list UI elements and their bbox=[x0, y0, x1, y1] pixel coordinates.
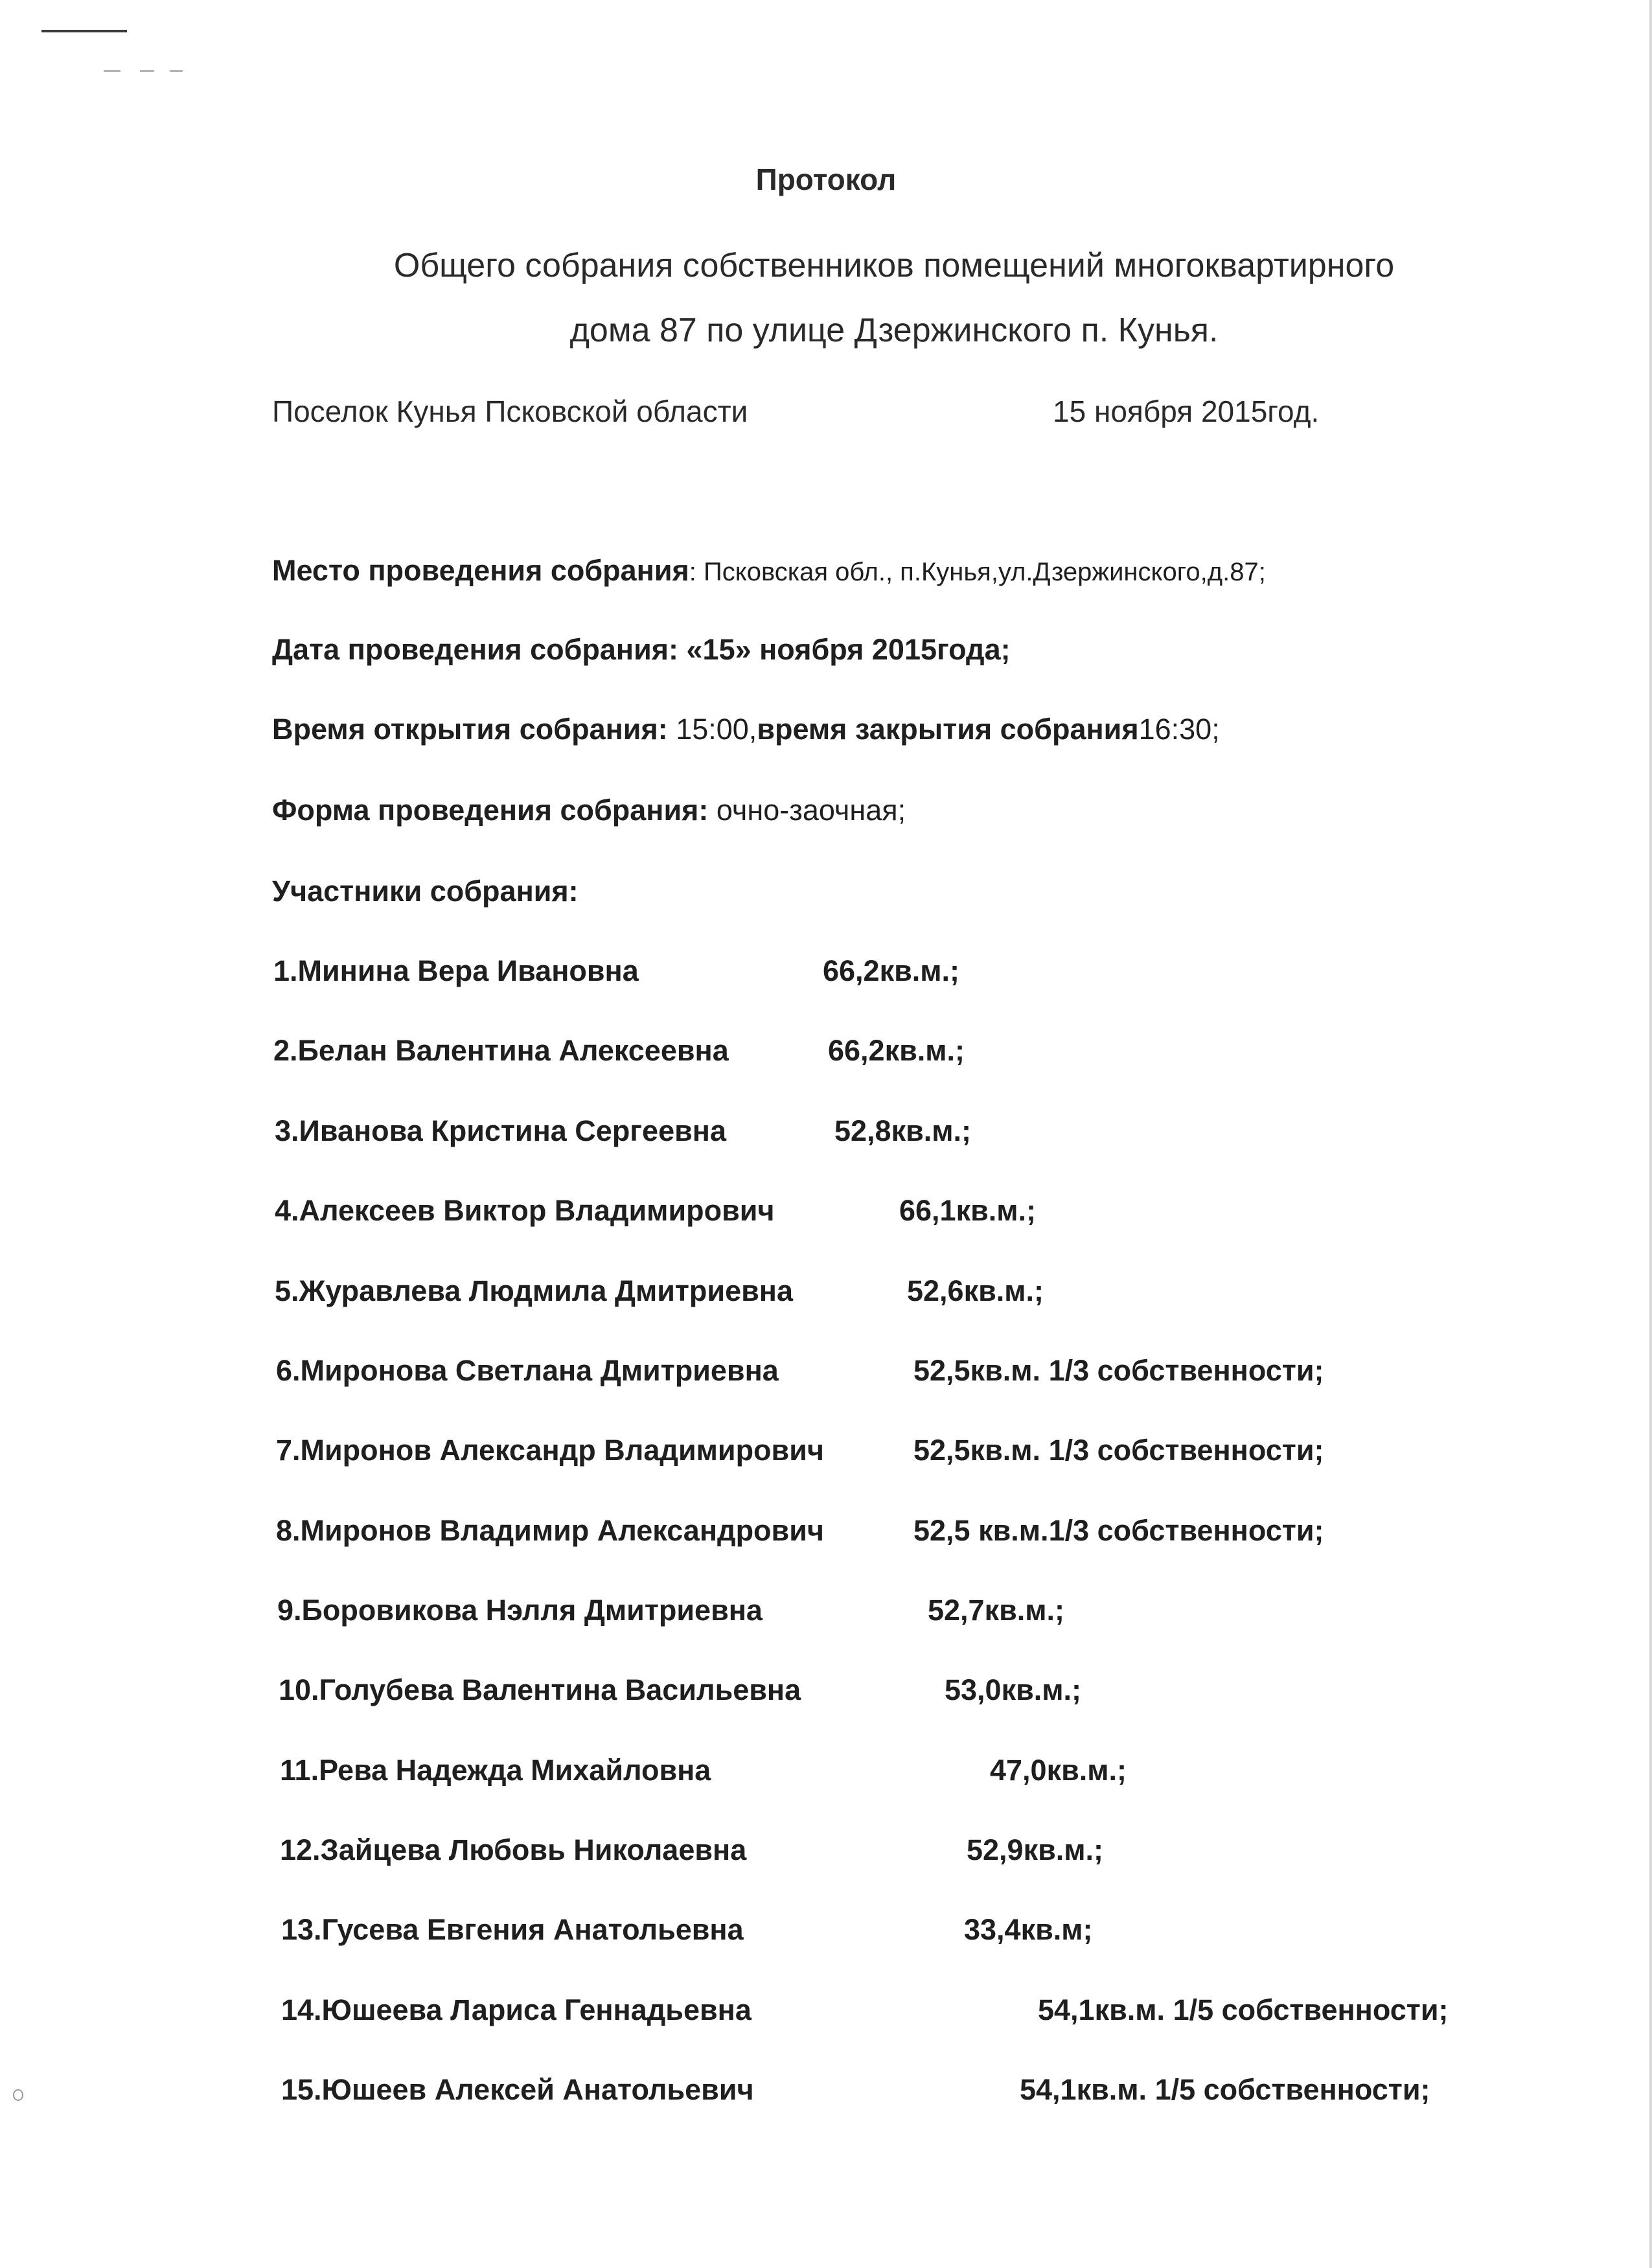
participant-row bbox=[276, 1354, 1324, 1388]
participants-heading bbox=[272, 875, 579, 908]
participant-area: 47,0кв.м.; bbox=[990, 1754, 1127, 1787]
scan-mark bbox=[41, 30, 127, 32]
participant-row bbox=[279, 1673, 1082, 1707]
participants-heading-label: Участники собрания: bbox=[272, 875, 579, 908]
participant-name: 6.Миронова Светлана Дмитриевна bbox=[276, 1354, 779, 1387]
participant-row bbox=[281, 2073, 1430, 2107]
scan-mark bbox=[140, 70, 154, 72]
participant-name: 12.Зайцева Любовь Николаевна bbox=[280, 1833, 747, 1866]
participant-row bbox=[275, 1274, 1044, 1308]
document-date: 15 ноября 2015год. bbox=[1053, 395, 1320, 428]
participant-area: 66,2кв.м.; bbox=[823, 954, 960, 987]
participant-row bbox=[277, 1594, 1065, 1627]
participant-area: 66,1кв.м.; bbox=[899, 1194, 1037, 1227]
participant-row bbox=[273, 1034, 965, 1068]
meeting-open-value: 15:00, bbox=[667, 713, 757, 746]
meeting-close-value: 16:30; bbox=[1138, 713, 1220, 746]
participant-name: 2.Белан Валентина Алексеевна bbox=[273, 1034, 729, 1067]
participant-row bbox=[280, 1833, 1104, 1867]
meeting-venue-value: : Псковская обл., п.Кунья,ул.Дзержинского,д.87; bbox=[689, 558, 1266, 586]
participant-area: 52,5 кв.м.1/3 собственности; bbox=[913, 1514, 1324, 1547]
meeting-form-value: очно-заочная; bbox=[708, 794, 906, 827]
scan-mark bbox=[170, 70, 183, 72]
scan-edge bbox=[1649, 0, 1652, 2268]
participant-area: 54,1кв.м. 1/5 собственности; bbox=[1020, 2073, 1430, 2106]
participant-row bbox=[273, 954, 960, 988]
participant-row bbox=[280, 1754, 1127, 1787]
meeting-date bbox=[272, 633, 1011, 667]
participant-name: 13.Гусева Евгения Анатольевна bbox=[281, 1913, 744, 1946]
participant-row bbox=[276, 1514, 1324, 1548]
document-title: Протокол bbox=[755, 163, 897, 196]
scan-mark bbox=[104, 70, 120, 72]
participant-name: 3.Иванова Кристина Сергеевна bbox=[275, 1114, 726, 1147]
participant-area: 52,5кв.м. 1/3 собственности; bbox=[913, 1434, 1324, 1467]
participant-name: 7.Миронов Александр Владимирович bbox=[276, 1434, 824, 1467]
participant-name: 9.Боровикова Нэлля Дмитриевна bbox=[277, 1594, 763, 1627]
participant-name: 11.Рева Надежда Михайловна bbox=[280, 1754, 711, 1787]
participant-area: 52,7кв.м.; bbox=[928, 1594, 1065, 1627]
participant-area: 52,8кв.м.; bbox=[834, 1114, 972, 1147]
participant-row bbox=[275, 1114, 972, 1148]
participant-area: 53,0кв.м.; bbox=[945, 1673, 1082, 1706]
scan-mark bbox=[13, 2089, 23, 2101]
participant-area: 33,4кв.м; bbox=[964, 1913, 1093, 1946]
meeting-form bbox=[272, 794, 906, 827]
participant-name: 8.Миронов Владимир Александрович bbox=[276, 1514, 824, 1547]
participant-name: 4.Алексеев Виктор Владимирович bbox=[275, 1194, 775, 1227]
meeting-form-label: Форма проведения собрания: bbox=[272, 794, 709, 827]
participant-area: 52,6кв.м.; bbox=[907, 1274, 1044, 1307]
document-subtitle-line2: дома 87 по улице Дзержинского п. Кунья. bbox=[569, 312, 1219, 349]
participant-row bbox=[276, 1434, 1324, 1467]
participant-row bbox=[281, 1913, 1093, 1947]
meeting-venue-label: Место проведения собрания bbox=[272, 554, 689, 587]
participant-area: 52,9кв.м.; bbox=[967, 1833, 1104, 1866]
participant-name: 15.Юшеев Алексей Анатольевич bbox=[281, 2073, 754, 2106]
participant-row bbox=[281, 1993, 1449, 2027]
participant-name: 5.Журавлева Людмила Дмитриевна bbox=[275, 1274, 793, 1307]
participant-area: 52,5кв.м. 1/3 собственности; bbox=[913, 1354, 1324, 1387]
meeting-open-label: Время открытия собрания: bbox=[272, 713, 668, 746]
document-place: Поселок Кунья Псковской области bbox=[272, 395, 748, 428]
meeting-close-label: время закрытия собрания bbox=[757, 713, 1139, 746]
participant-area: 54,1кв.м. 1/5 собственности; bbox=[1038, 1993, 1449, 2026]
meeting-venue bbox=[272, 554, 1266, 588]
meeting-date-label: Дата проведения собрания: «15» ноября 2015года; bbox=[272, 633, 1011, 666]
participant-name: 1.Минина Вера Ивановна bbox=[273, 954, 639, 987]
participant-row bbox=[275, 1194, 1037, 1228]
document-subtitle-line1: Общего собрания собственников помещений многоквартирного bbox=[393, 247, 1395, 284]
participant-area: 66,2кв.м.; bbox=[828, 1034, 965, 1067]
meeting-time bbox=[272, 713, 1220, 746]
participant-name: 14.Юшеева Лариса Геннадьевна bbox=[281, 1993, 751, 2026]
participant-name: 10.Голубева Валентина Васильевна bbox=[279, 1673, 801, 1706]
